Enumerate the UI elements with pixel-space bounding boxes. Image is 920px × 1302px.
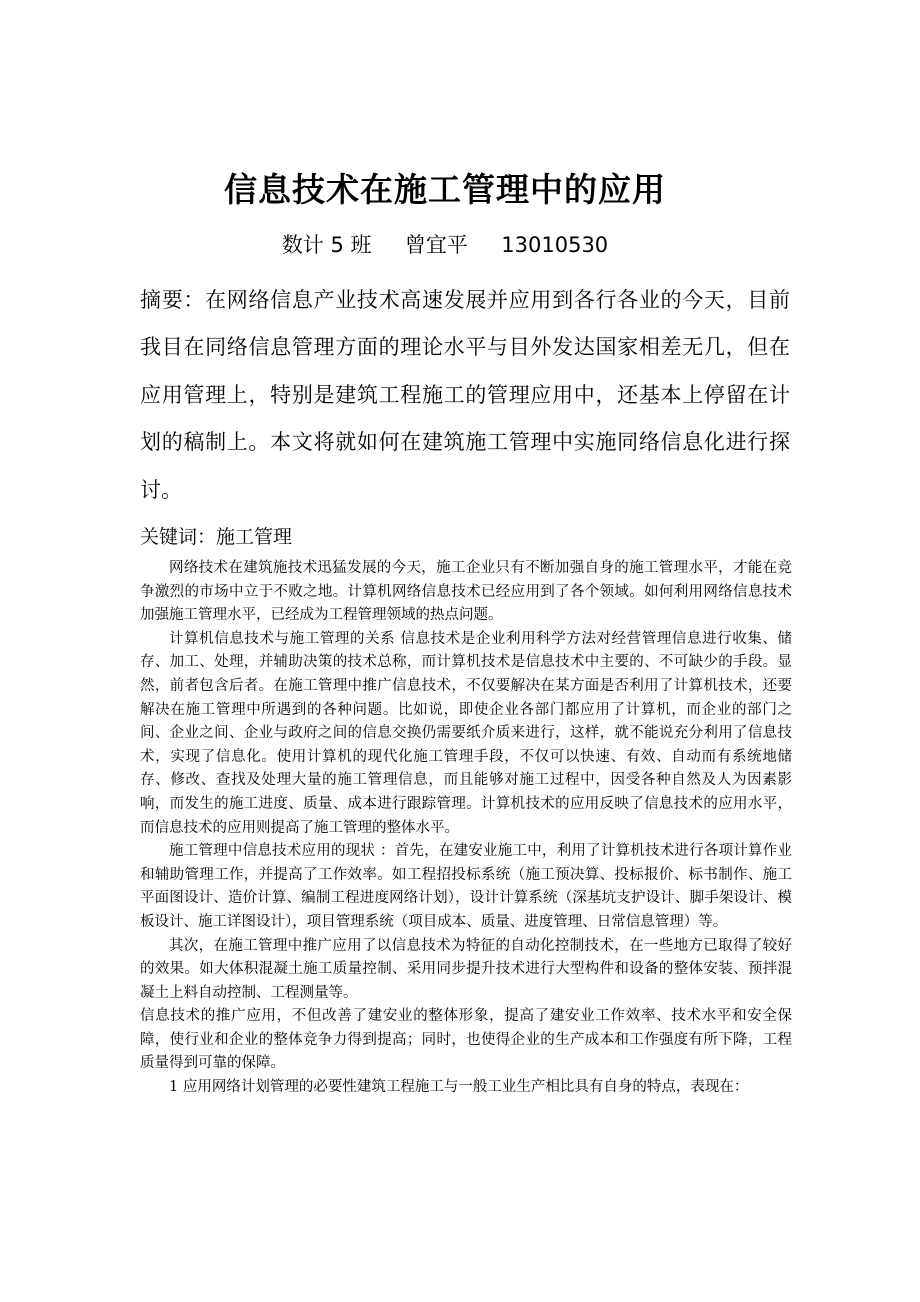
keywords-line: 关键词：施工管理 [140, 526, 293, 548]
body-paragraph-2: 计算机信息技术与施工管理的关系 信息技术是企业利用科学方法对经营管理信息进行收集、储存、加工、处理，并辅助决策的技术总称，而计算机技术是信息技术中主要的、不可缺少的手段。显然，前者包含后者。在施工管理中推广信息技术，不仅要解决在某方面是否利用了计算机技术，还要解决在施工管理中所遇到的各种问题。比如说，即使企业各部门都应用了计算机，而企业的部门之间、企业之间、企业与政府之间的信息交换仍需要纸介质来进行，这样，就不能说充分利用了信息技术，实现了信息化。使用计算机的现代化施工管理手段，不仅可以快速、有效、自动而有系统地储存、修改、查找及处理大量的施工管理信息，而且能够对施工过程中，因受各种自然及人为因素影响，而发生的施工进度、质量、成本进行跟踪管理。计算机技术的应用反映了信息技术的应用水平，而信息技术的应用则提高了施工管理的整体水平。 [140, 630, 792, 836]
author-line: 数计 5 班 曾宜平 13010530 [281, 233, 609, 257]
body-paragraph-6: 1 应用网络计划管理的必要性建筑工程施工与一般工业生产相比具有自身的特点，表现在： [169, 1079, 749, 1096]
body-text [140, 557, 792, 1100]
abstract-paragraph: 摘要：在网络信息产业技术高速发展并应用到各行各业的今天，目前我目在同络信息管理方面的理论水平与目外发达国家相差无几，但在应用管理上，特别是建筑工程施工的管理应用中，还基本上停留在计划的稿制上。本文将就如何在建筑施工管理中实施同络信息化进行探讨。 [140, 288, 790, 502]
body-paragraph-4: 其次，在施工管理中推广应用了以信息技术为特征的自动化控制技术，在一些地方已取得了较好的效果。如大体积混凝土施工质量控制、采用同步提升技术进行大型构件和设备的整体安装、预拌混凝土上料自动控制、工程测量等。 [140, 937, 792, 1001]
document-title: 信息技术在施工管理中的应用 [224, 170, 666, 210]
body-paragraph-3: 施工管理中信息技术应用的现状 ：首先，在建安业施工中，利用了计算机技术进行各项计算作业和辅助管理工作，并提高了工作效率。如工程招投标系统（施工预决算、投标报价、标书制作、施工平面图设计、造价计算、编制工程进度网络计划），设计计算系统（深基坑支护设计、脚手架设计、模板设计、施工详图设计），项目管理系统（项目成本、质量、进度管理、日常信息管理）等。 [140, 843, 792, 930]
body-paragraph-1: 网络技术在建筑施技术迅猛发展的今天，施工企业只有不断加强自身的施工管理水平，才能在竞争激烈的市场中立于不败之地。计算机网络信息技术已经应用到了各个领域。如何利用网络信息技术加强施工管理水平，已经成为工程管理领域的热点问题。 [140, 560, 792, 624]
body-paragraph-5: 信息技术的推广应用，不但改善了建安业的整体形象，提高了建安业工作效率、技术水平和安全保障，使行业和企业的整体竞争力得到提高；同时，也使得企业的生产成本和工作强度有所下降，工程质量得到可靠的保障。 [140, 1008, 792, 1072]
